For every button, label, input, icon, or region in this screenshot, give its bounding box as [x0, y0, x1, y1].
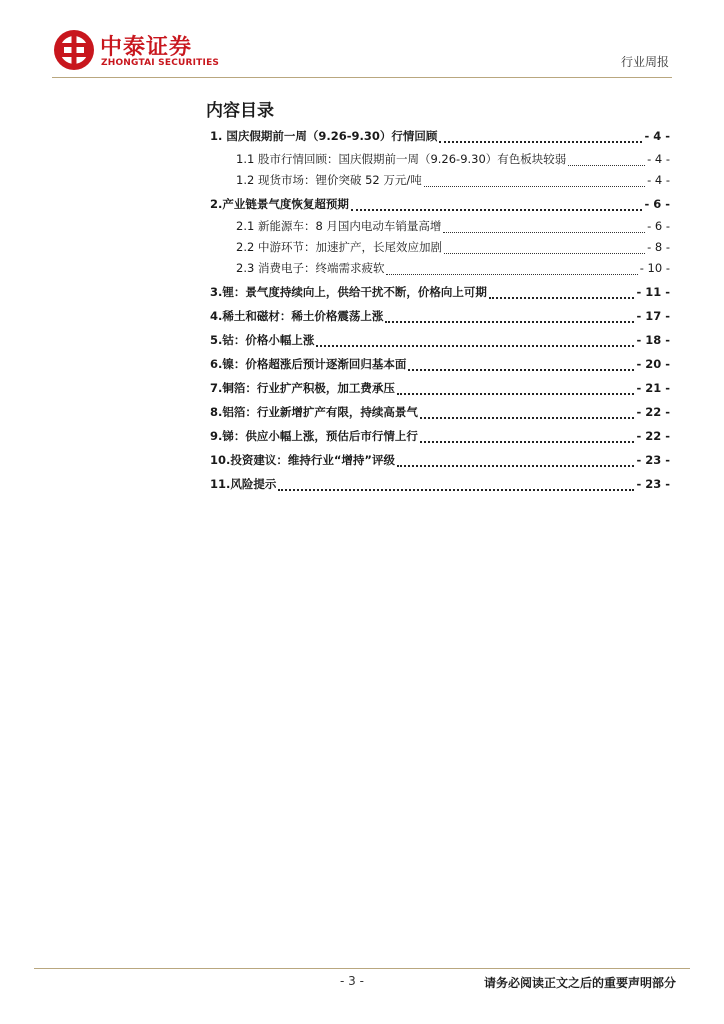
toc-entry-page: - 23 -: [636, 477, 670, 491]
toc-leader-dots: [439, 140, 642, 143]
toc-leader-dots: [420, 440, 635, 443]
toc-title: 内容目录: [206, 101, 274, 121]
toc-entry[interactable]: [210, 380, 670, 400]
toc-leader-dots: [568, 164, 645, 166]
toc-leader-dots: [408, 368, 634, 371]
toc-leader-dots: [397, 464, 634, 467]
toc-entry-page: - 8 -: [647, 240, 670, 254]
zhongtai-logo-icon: [52, 28, 96, 72]
footer-divider: [34, 968, 690, 969]
toc-entry-page: - 10 -: [639, 261, 670, 275]
toc-entry-page: - 20 -: [636, 357, 670, 371]
toc-leader-dots: [444, 252, 645, 254]
toc-entry-label: 2.产业链景气度恢复超预期: [210, 197, 349, 211]
toc-entry[interactable]: [210, 218, 670, 238]
toc-entry-label: 1.2 现货市场：锂价突破 52 万元/吨: [236, 173, 422, 187]
toc-entry[interactable]: [210, 308, 670, 328]
page-header: [0, 0, 724, 84]
toc-leader-dots: [397, 392, 635, 395]
toc-leader-dots: [351, 208, 643, 211]
company-logo: [52, 28, 232, 76]
toc-entry-page: - 21 -: [636, 381, 670, 395]
toc-entry[interactable]: [210, 404, 670, 424]
toc-entry[interactable]: [210, 356, 670, 376]
toc-entry-label: 9.锑：供应小幅上涨，预估后市行情上行: [210, 429, 418, 443]
toc-entry-label: 1. 国庆假期前一周（9.26-9.30）行情回顾: [210, 129, 438, 143]
toc-entry-label: 3.锂：景气度持续向上，供给干扰不断，价格向上可期: [210, 285, 487, 299]
toc-entry[interactable]: [210, 428, 670, 448]
page-number: - 3 -: [340, 974, 364, 988]
header-divider: [52, 77, 672, 78]
toc-entry-label: 8.铝箔：行业新增扩产有限，持续高景气: [210, 405, 418, 419]
toc-entry-page: - 23 -: [636, 453, 670, 467]
toc-leader-dots: [386, 273, 637, 275]
toc-leader-dots: [385, 320, 634, 323]
toc-entry-label: 2.1 新能源车：8 月国内电动车销量高增: [236, 219, 442, 233]
toc-entry-label: 2.2 中游环节：加速扩产，长尾效应加剧: [236, 240, 442, 254]
toc-entry[interactable]: [210, 284, 670, 304]
toc-entry-label: 11.风险提示: [210, 477, 277, 491]
toc-entry-label: 2.3 消费电子：终端需求疲软: [236, 261, 385, 275]
toc-entry-page: - 6 -: [647, 219, 670, 233]
toc-entry-page: - 22 -: [636, 429, 670, 443]
toc-entry-page: - 6 -: [644, 197, 670, 211]
toc-entry-page: - 4 -: [644, 129, 670, 143]
toc-entry[interactable]: [210, 172, 670, 192]
toc-entry-label: 1.1 股市行情回顾：国庆假期前一周（9.26-9.30）有色板块较弱: [236, 152, 567, 166]
toc-entry[interactable]: [210, 476, 670, 496]
toc-leader-dots: [489, 296, 635, 299]
toc-entry[interactable]: [210, 260, 670, 280]
toc-entry-label: 5.钴：价格小幅上涨: [210, 333, 315, 347]
toc-entry[interactable]: [210, 151, 670, 171]
brand-name-en: ZHONGTAI SECURITIES: [101, 58, 220, 68]
toc-entry[interactable]: [210, 452, 670, 472]
toc-entry-page: - 18 -: [636, 333, 670, 347]
toc-entry-page: - 4 -: [647, 152, 670, 166]
brand-name-cn: 中泰证券: [100, 35, 193, 60]
toc-entry[interactable]: [210, 196, 670, 216]
toc-entry[interactable]: [210, 128, 670, 148]
toc-leader-dots: [420, 416, 635, 419]
toc-leader-dots: [424, 185, 645, 187]
report-type-label: 行业周报: [620, 55, 669, 69]
toc-leader-dots: [316, 344, 634, 347]
disclaimer-note: 请务必阅读正文之后的重要声明部分: [483, 976, 676, 990]
toc-entry-label: 4.稀土和磁材：稀土价格震荡上涨: [210, 309, 384, 323]
toc-leader-dots: [278, 488, 634, 491]
toc-entry-page: - 11 -: [636, 285, 670, 299]
toc-entry-label: 6.镍：价格超涨后预计逐渐回归基本面: [210, 357, 407, 371]
toc-entry[interactable]: [210, 332, 670, 352]
toc-entry-page: - 17 -: [636, 309, 670, 323]
toc-entry-page: - 4 -: [647, 173, 670, 187]
toc-entry-page: - 22 -: [636, 405, 670, 419]
toc-leader-dots: [443, 231, 645, 233]
toc-entry[interactable]: [210, 239, 670, 259]
toc-entry-label: 10.投资建议：维持行业“增持”评级: [210, 453, 395, 467]
toc-entry-label: 7.铜箔：行业扩产积极，加工费承压: [210, 381, 395, 395]
